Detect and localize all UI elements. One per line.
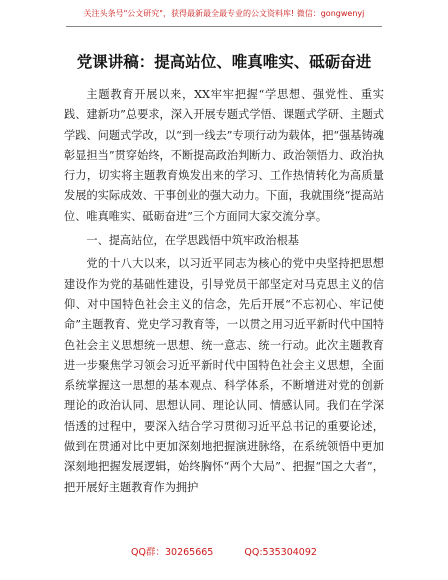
footer-qq-group: QQ群：30265665	[131, 547, 214, 558]
section-1-paragraph: 党的十八大以来，以习近平同志为核心的党中央坚持把思想建设作为党的基础性建设，引导党员干部坚定对马克思主义的信仰、对中国特色社会主义的信念，先后开展“不忘初心、牢记使命”主题教育、党史学习教育等，一以贯之用习近平新时代中国特色社会主义思想统一思想、统一意志、统一行动。此次主题教育进一步聚焦学习领会习近平新时代中国特色社会主义思想，全面系统掌握这一思想的基本观点、科学体系，不断增进对党的创新理论的政治认同、思想认同、理论认同、情感认同。我们在学深悟透的过程中，要深入结合学习贯彻习近平总书记的重要论述，做到在贯通对比中更加深刻地把握演进脉络，在系统领悟中更加深刻地把握发展逻辑，始终胸怀“两个大局”、把握“国之大者”，把开展好主题教育作为拥护	[64, 257, 384, 494]
document-body	[64, 85, 384, 498]
header-divider	[66, 26, 382, 27]
section-heading-1: 一、提高站位，在学思践悟中筑牢政治根基	[86, 234, 299, 248]
intro-paragraph: 主题教育开展以来，XX牢牢把握“学思想、强党性、重实践、建新功”总要求，深入开展专题式学悟、课题式学研、主题式学践、问题式学改，以“到一线去”专项行动为载体，把“强基铸魂彰显担当”贯穿始终，不断提高政治判断力、政治领悟力、政治执行力，切实将主题教育焕发出来的学习、工作热情转化为高质量发展的实际成效、干事创业的强大动力。下面，我就围绕“提高站位、唯真唯实、砥砺奋进”三个方面同大家交流分享。	[64, 88, 384, 223]
footer-qq: QQ:535304092	[244, 547, 317, 558]
header-banner: 关注头条号"公文研究"，获得最新最全最专业的公文资料库! 微信：gongwenyj	[83, 9, 365, 18]
footer-contact	[0, 546, 448, 560]
document-title: 党课讲稿：提高站位、唯真唯实、砥砺奋进	[76, 53, 372, 71]
